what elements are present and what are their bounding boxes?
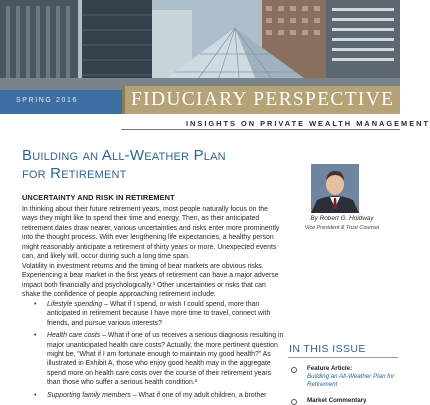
circle-bullet-icon (291, 399, 297, 405)
bullet-icon: • (34, 332, 37, 340)
bullet-lead: Health care costs (47, 332, 101, 340)
article-title-line2: for Retirement (22, 165, 127, 182)
issue-item-label: Market Commentary (307, 397, 367, 404)
bullet-text: – What if I spend, or wish I could spend, more than anticipated in retirement because I have more time to travel, connect with friends, and pursue various interests? (47, 301, 271, 327)
list-item (22, 331, 284, 387)
newsletter-subtitle: INSIGHTS ON PRIVATE WEALTH MANAGEMENT (186, 119, 430, 128)
person-icon (311, 164, 359, 213)
list-item (22, 300, 284, 328)
bullet-text: – What if one of my adult children, a brother (130, 391, 267, 399)
bullet-lead: Supporting family members (47, 391, 131, 399)
issue-item-label: Feature Article: (307, 365, 353, 372)
article-paragraph: In thinking about their future retirement years, most people naturally focus on the ways they might like to spend their time and energy. Then, as their anticipated retirement dates draw nearer, various uncertainties and risks enter more prominently into the thought process. With ever lengthening life expectancies, a healthy person might reasonably anticipate a retirement of thirty years or more. Unexpected events can, and likely will, occur during such a long time span. (22, 206, 280, 261)
issue-divider (288, 357, 398, 358)
cityscape-image (0, 0, 400, 90)
masthead-divider (121, 129, 400, 130)
in-this-issue-heading: IN THIS ISSUE (289, 343, 366, 355)
bullet-icon: • (34, 391, 37, 399)
author-name: By Robert G. Holdway (310, 215, 374, 222)
author-title: Vice President & Trust Counsel (304, 225, 380, 231)
bullet-lead: Lifestyle spending (47, 301, 103, 308)
author-photo (311, 164, 359, 213)
circle-bullet-icon (291, 367, 297, 373)
section-heading: UNCERTAINTY AND RISK IN RETIREMENT (22, 193, 175, 202)
newsletter-title: FIDUCIARY PERSPECTIVE (131, 89, 395, 110)
article-title (22, 147, 282, 183)
risk-bullet-list (22, 300, 284, 403)
bullet-icon: • (34, 301, 37, 308)
bullet-text: – What if one of us receives a serious diagnosis resulting in major unanticipated health care costs? Actually, the more pertinent question might be, “What if I am fortunate enough to maintain my good health?” As illustrated in Exhibit A, those who enjoy good health may in the aggregate spend more on health care costs over the course of their retirement years than those who suffer a serious health condition.² (47, 332, 284, 387)
issue-item-description: Building an All-Weather Plan for Retirement (307, 373, 395, 388)
banner-photo (0, 0, 400, 90)
article-title-line1: Building an All-Weather Plan (22, 147, 226, 164)
issue-season: SPRING 2016 (16, 97, 78, 104)
list-item (22, 391, 284, 400)
article-paragraph: Volatility in investment returns and the timing of bear markets are obvious risks. Experiencing a bear market in the first years of retirement can have a major adverse impact both financially and psychologically.¹ Other uncertainties or risks that can shake the confidence of people approaching retirement include: (22, 263, 279, 299)
